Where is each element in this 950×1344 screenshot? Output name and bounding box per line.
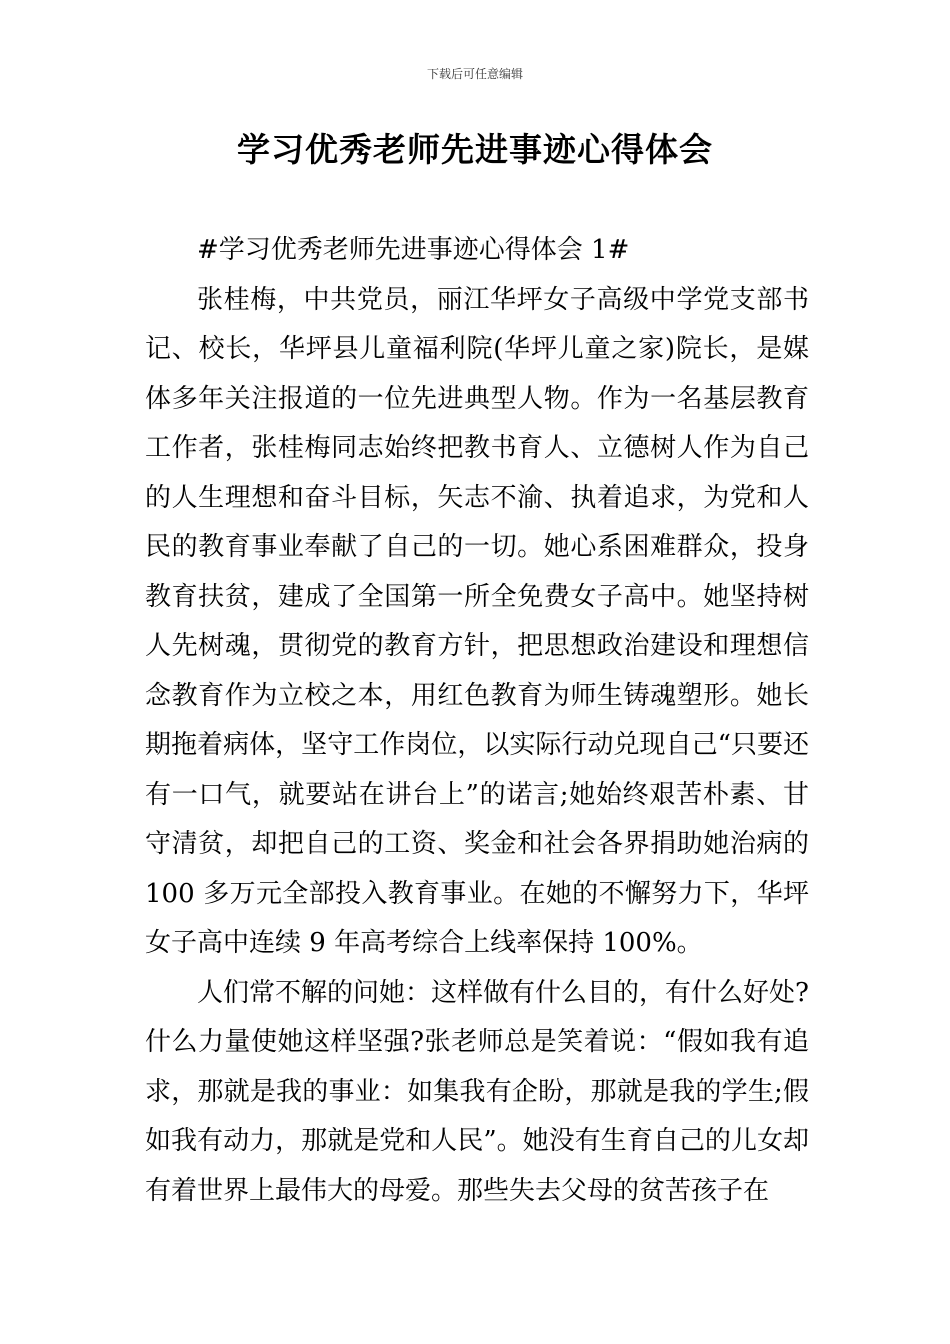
document-body: [145, 226, 809, 1216]
section-heading: #学习优秀老师先进事迹心得体会 1#: [197, 235, 630, 265]
document-title: 学习优秀老师先进事迹心得体会: [237, 130, 713, 169]
header-note: 下载后可任意编辑: [426, 67, 523, 81]
body-paragraph: 人们常不解的问她：这样做有什么目的，有什么好处?什么力量使她这样坚强?张老师总是笑着说：“假如我有追求，那就是我的事业：如集我有企盼，那就是我的学生;假如我有动力，那就是党和人民”。她没有生育自己的儿女却有着世界上最伟大的母爱。那些失去父母的贫苦孩子在: [145, 977, 809, 1206]
body-paragraph: 张桂梅，中共党员，丽江华坪女子高级中学党支部书记、校长，华坪县儿童福利院(华坪儿童之家)院长，是媒体多年关注报道的一位先进典型人物。作为一名基层教育工作者，张桂梅同志始终把教书育人、立德树人作为自己的人生理想和奋斗目标，矢志不渝、执着追求，为党和人民的教育事业奉献了自己的一切。她心系困难群众，投身教育扶贫，建成了全国第一所全免费女子高中。她坚持树人先树魂，贯彻党的教育方针，把思想政治建设和理想信念教育作为立校之本，用红色教育为师生铸魂塑形。她长期拖着病体，坚守工作岗位，以实际行动兑现自己“只要还有一口气，就要站在讲台上”的诺言;她始终艰苦朴素、甘守清贫，却把自己的工资、奖金和社会各界捐助她治病的 100 多万元全部投入教育事业。在她的不懈努力下，华坪女子高中连续 9 年高考综合上线率保持 100%。: [145, 284, 809, 958]
